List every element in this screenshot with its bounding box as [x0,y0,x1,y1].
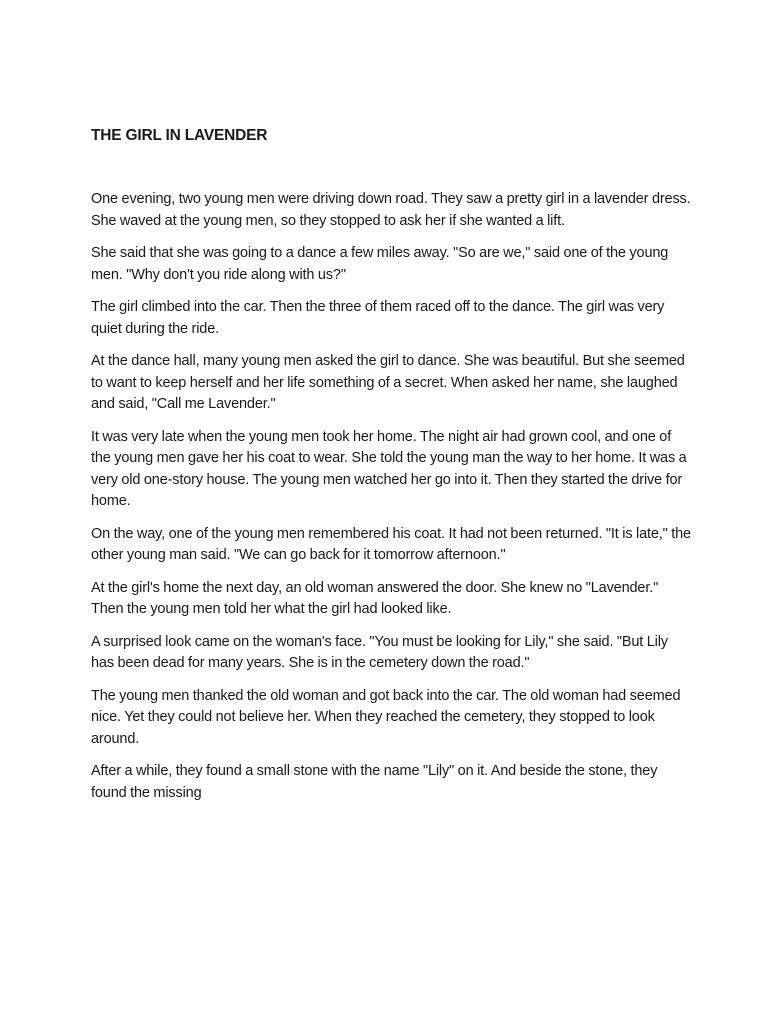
paragraph: After a while, they found a small stone with the name "Lily" on it. And beside the stone, they found the missing [91,763,658,801]
paragraph: On the way, one of the young men remembered his coat. It had not been returned. "It is late," the other young man said. "We can go back for it tomorrow afternoon." [91,525,691,563]
paragraph: At the dance hall, many young men asked the girl to dance. She was beautiful. But she seemed to want to keep herself and her life something of a secret. When asked her name, she laughed and said, "Call me Lavender." [91,353,685,412]
paragraph: She said that she was going to a dance a few miles away. "So are we," said one of the young men. "Why don't you ride along with us?" [91,245,669,283]
paragraph: The young men thanked the old woman and got back into the car. The old woman had seemed nice. Yet they could not believe her. When they reached the cemetery, they stopped to look around. [91,687,681,747]
paragraph: One evening, two young men were driving down road. They saw a pretty girl in a lavender dress. She waved at the young men, so they stopped to ask her if she wanted a lift. [91,191,691,229]
document-page [91,126,691,815]
paragraph: It was very late when the young men took her home. The night air had grown cool, and one of the young men gave her his coat to wear. She told the young man the way to her home. It was a very old one-story house. The young men watched her go into it. Then they started the drive for home. [91,428,687,509]
story-body [91,189,691,804]
story-title: THE GIRL IN LAVENDER [91,127,268,144]
paragraph: The girl climbed into the car. Then the three of them raced off to the dance. The girl was very quiet during the ride. [91,299,665,337]
paragraph: At the girl's home the next day, an old woman answered the door. She knew no "Lavender." Then the young men told her what the girl had looked like. [91,579,659,617]
paragraph: A surprised look came on the woman's face. "You must be looking for Lily," she said. "But Lily has been dead for many years. She is in the cemetery down the road." [91,633,668,671]
